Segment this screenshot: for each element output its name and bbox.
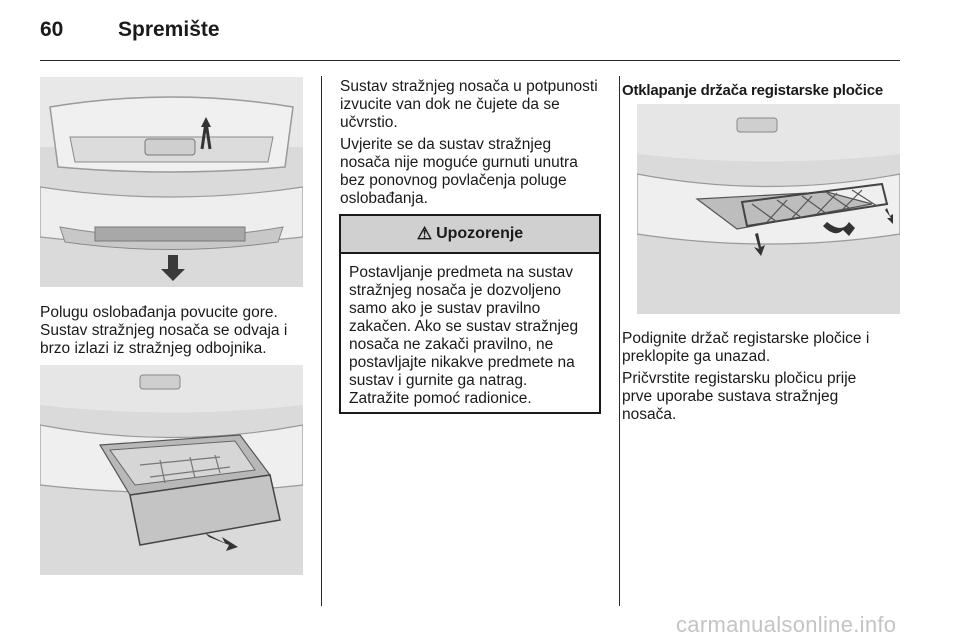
page-number: 60 (40, 18, 64, 41)
warning-heading: Upozorenje (436, 225, 524, 242)
text-line: nosača nije moguće gurnuti unutra (340, 154, 578, 171)
page-header (40, 18, 910, 48)
illustration-release-lever (40, 77, 303, 287)
text-line: samo ako je sustav pravilno (349, 300, 541, 317)
paragraph-attach-plate (622, 370, 907, 424)
text-line: Podignite držač registarske pločice i (622, 330, 870, 347)
paragraph-extend-fully (340, 78, 615, 132)
illustration-plate-holder (637, 104, 900, 314)
text-line: nosača ne zakači pravilno, ne (349, 336, 554, 353)
text-line: sustav i gurnite ga natrag. (349, 372, 528, 389)
text-line: Polugu oslobađanja povucite gore. (40, 304, 278, 321)
header-rule (40, 60, 900, 61)
warning-header (341, 216, 599, 254)
text-line: učvrstio. (340, 114, 398, 131)
paragraph-verify-locked (340, 136, 615, 208)
text-line: oslobađanja. (340, 190, 428, 207)
text-line: bez ponovnog povlačenja poluge (340, 172, 567, 189)
caption-release-lever (40, 304, 320, 358)
page-title: Spremište (118, 18, 220, 41)
text-line: stražnjeg nosača je dozvoljeno (349, 282, 561, 299)
paragraph-lift-holder (622, 330, 907, 366)
text-line: Zatražite pomoć radionice. (349, 390, 532, 407)
warning-box (339, 214, 601, 414)
text-line: postavljajte nikakve predmete na (349, 354, 575, 371)
text-line: Postavljanje predmeta na sustav (349, 264, 574, 281)
text-line: brzo izlazi iz stražnjeg odbojnika. (40, 340, 267, 357)
text-line: nosača. (622, 406, 677, 423)
text-line: izvucite van dok ne čujete da se (340, 96, 560, 113)
text-line: Pričvrstite registarsku pločicu prije (622, 370, 857, 387)
column-divider-1 (321, 76, 322, 606)
text-line: preklopite ga unazad. (622, 348, 771, 365)
text-line: Sustav stražnjeg nosača u potpunosti (340, 78, 598, 95)
section-title-plate-holder: Otklapanje držača registarske pločice (622, 82, 884, 99)
warning-body (341, 254, 599, 408)
illustration-carrier-extended (40, 365, 303, 575)
watermark: carmanualsonline.info (676, 612, 897, 637)
text-line: zakačen. Ako se sustav stražnjeg (349, 318, 579, 335)
text-line: Uvjerite se da sustav stražnjeg (340, 136, 552, 153)
warning-triangle-icon: ⚠ (416, 224, 433, 243)
text-line: Sustav stražnjeg nosača se odvaja i (40, 322, 288, 339)
text-line: prve uporabe sustava stražnjeg (622, 388, 839, 405)
column-divider-2 (619, 76, 620, 606)
